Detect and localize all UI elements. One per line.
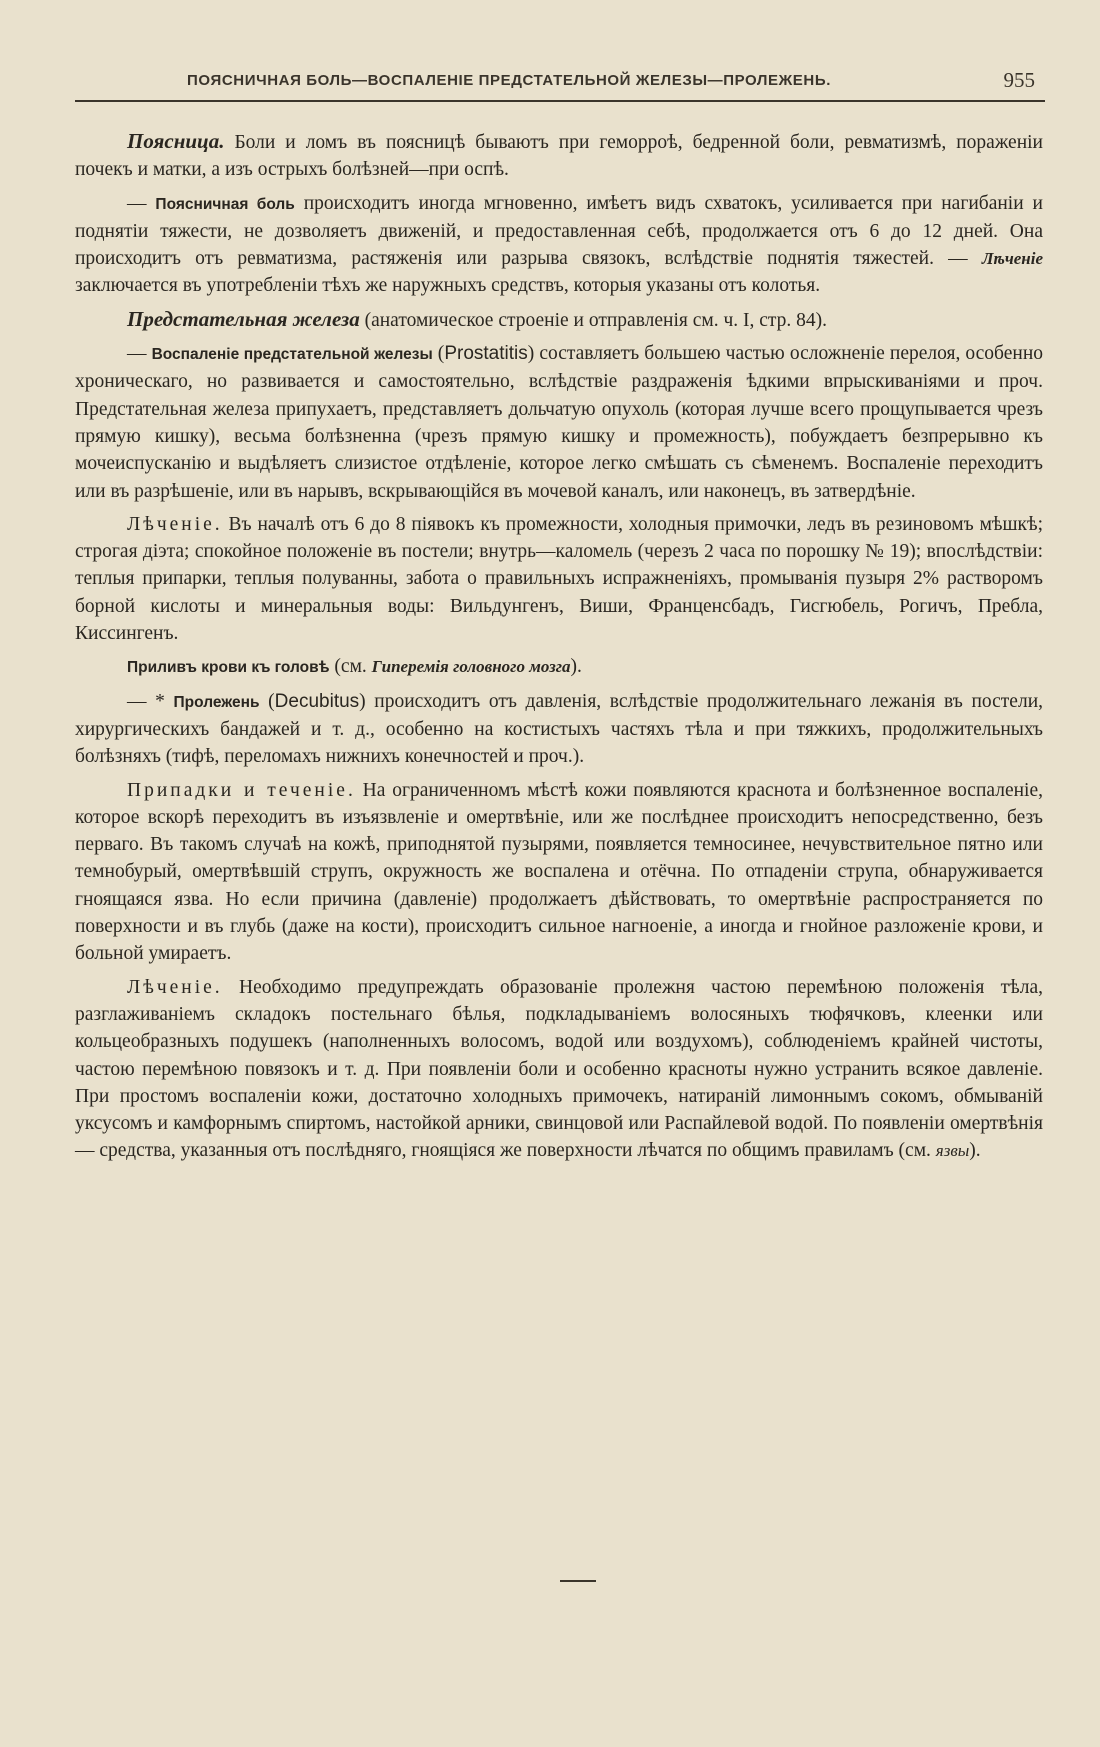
- entry-term: Пролежень: [173, 693, 260, 711]
- entry-term: Предстательная железа: [127, 306, 360, 331]
- entry-dash: —: [127, 343, 152, 365]
- paragraph-priliv-krovi: [75, 653, 1043, 681]
- entry-term: Поясничная боль: [155, 195, 295, 213]
- entry-term: Приливъ крови къ головѣ: [127, 659, 330, 677]
- paragraph-text: (: [432, 343, 445, 365]
- end-rule: [560, 1580, 596, 1582]
- paragraph-text: происходитъ иногда мгновенно, имѣетъ видъ схватокъ, усиливается при нагибаніи и поднятіи тяжести, не дозволяетъ движеній, и предоставленная себѣ, продолжается отъ 6 до 12 дней. Она происходитъ отъ ревматизма, растяженія или разрыва связокъ, вслѣдствіе поднятія тяжестей. —: [75, 192, 1043, 270]
- paragraph-text: ) происходитъ отъ давленія, вслѣдствіе продолжительнаго лежанія въ постели, хирургическихъ бандажей и т. д., особенно на костистыхъ частяхъ тѣла и при тяжкихъ, продолжительныхъ болѣзняхъ (тифѣ, переломахъ нижнихъ конечностей и проч.).: [75, 690, 1044, 768]
- running-head: [75, 70, 1045, 102]
- paragraph-decubitus-symptoms: [75, 777, 1043, 968]
- paragraph-text: Необходимо предупреждать образованіе пролежня частою перемѣною положенія тѣла, разглаживаніемъ складокъ постельнаго бѣлья, подкладываніемъ волосяныхъ тюфячковъ, клеенки или кольцеобразныхъ подушекъ (наполненныхъ волосомъ, водой или воздухомъ), соблюденіемъ крайней чистоты, частою перемѣною повязокъ и т. д. При появленіи боли и особенно красноты нужно устранить всякое давленіе. При простомъ воспаленіи кожи, достаточно холодныхъ примочекъ, натираній лимоннымъ сокомъ, обмываній уксусомъ и камфорнымъ спиртомъ, настойкой арники, свинцовой или Распайлевой водой. По появленіи омертвѣнія — средства, указанныя отъ послѣдняго, гноящіяся же поверхности лѣчатся по общимъ правиламъ (см.: [75, 976, 1043, 1162]
- latin-term: Decubitus: [274, 690, 360, 712]
- entry-dash: —: [127, 192, 156, 214]
- paragraph-text: ).: [969, 1140, 981, 1162]
- entry-term: Поясница.: [127, 129, 225, 153]
- entry-term: Воспаленіе предстательной железы: [151, 346, 433, 364]
- cross-reference: Гиперемія головного мозга: [371, 657, 571, 677]
- therapy-label: Лѣченіе.: [127, 513, 223, 535]
- paragraph-text: ).: [570, 656, 582, 678]
- therapy-label: Лѣченіе: [981, 249, 1043, 269]
- paragraph-poyasnichnaya-bol: [75, 190, 1043, 300]
- paragraph-text: ) составляетъ большею частью осложненіе перелоя, особенно хроническаго, но развивается и самостоятельно, вслѣдствіе раздраженія ѣдкими впрыскиваніями и проч. Предстательная железа припухаетъ, представляетъ дольчатую опухоль (которая лучше всего прощупывается чрезъ прямую кишку), весьма болѣзненна (чрезъ прямую кишку и промежность), побуждаетъ безпрерывно къ мочеиспусканію и выдѣляетъ слизистое отдѣленіе, которое легко смѣшать съ сѣменемъ. Воспаленіе переходитъ или въ разрѣшеніе, или въ нарывъ, вскрывающійся въ мочевой каналъ, или наконецъ, въ затвердѣніе.: [75, 343, 1043, 502]
- paragraph-decubitus: [75, 688, 1043, 771]
- paragraph-poyasnitsa: [75, 128, 1043, 184]
- running-title: ПОЯСНИЧНАЯ БОЛЬ—ВОСПАЛЕНІЕ ПРЕДСТАТЕЛЬНОЙ ЖЕЛЕЗЫ—ПРОЛЕЖЕНЬ.: [187, 72, 831, 89]
- paragraph-text: (анатомическое строеніе и отправленія см. ч. I, стр. 84).: [359, 309, 828, 331]
- cross-reference: язвы: [935, 1141, 970, 1161]
- paragraph-predstatelnaya-zheleza: [75, 306, 1043, 334]
- section-label: Припадки и теченіе.: [127, 779, 356, 801]
- body-text: [75, 128, 1043, 1171]
- paragraph-prostatitis-therapy: [75, 511, 1043, 647]
- page-number: 955: [1003, 68, 1035, 92]
- paragraph-prostatitis: [75, 340, 1043, 505]
- entry-dash: — *: [127, 690, 174, 712]
- latin-term: Prostatitis: [444, 343, 528, 365]
- therapy-label: Лѣченіе.: [127, 976, 223, 998]
- paragraph-text: (: [259, 690, 275, 712]
- paragraph-text: (см.: [329, 656, 372, 678]
- paragraph-text: заключается въ употребленіи тѣхъ же наружныхъ средствъ, которыя указаны отъ колотья.: [75, 275, 821, 297]
- paragraph-text: Боли и ломъ въ поясницѣ бываютъ при геморроѣ, бедренной боли, ревматизмѣ, пораженіи почекъ и матки, а изъ острыхъ болѣзней—при оспѣ.: [75, 132, 1043, 181]
- paragraph-text: Въ началѣ отъ 6 до 8 піявокъ къ промежности, холодныя примочки, ледъ въ резиновомъ мѣшкѣ; строгая діэта; спокойное положеніе въ постели; внутрь—каломель (черезъ 2 часа по порошку № 19); впослѣдствіи: теплыя припарки, теплыя полуванны, забота о правильныхъ испражненіяхъ, промыванія пузыря 2% растворомъ борной кислоты и минеральныя воды: Вильдунгенъ, Виши, Франценсбадъ, Гисгюбель, Рогичъ, Пребла, Киссингенъ.: [75, 513, 1043, 645]
- paragraph-decubitus-therapy: [75, 974, 1043, 1165]
- paragraph-text: На ограниченномъ мѣстѣ кожи появляются краснота и болѣзненное воспаленіе, которое вскорѣ переходитъ въ изъязвленіе и омертвѣніе, или же послѣднее происходитъ непосредственно, безъ перваго. Въ такомъ случаѣ на кожѣ, приподнятой пузырями, появляется темносинее, нечувствительное пятно или темнобурый, омертвѣвшій струпъ, окружность же воспалена и отёчна. По отпаденіи струпа, обнаруживается гноящаяся язва. Но если причина (давленіе) продолжаетъ дѣйствовать, то омертвѣніе распространяется по поверхности и въ глубь (даже на кости), происходитъ сильное нагноеніе, а иногда и гнойное разложеніе крови, и больной умираетъ.: [75, 779, 1043, 965]
